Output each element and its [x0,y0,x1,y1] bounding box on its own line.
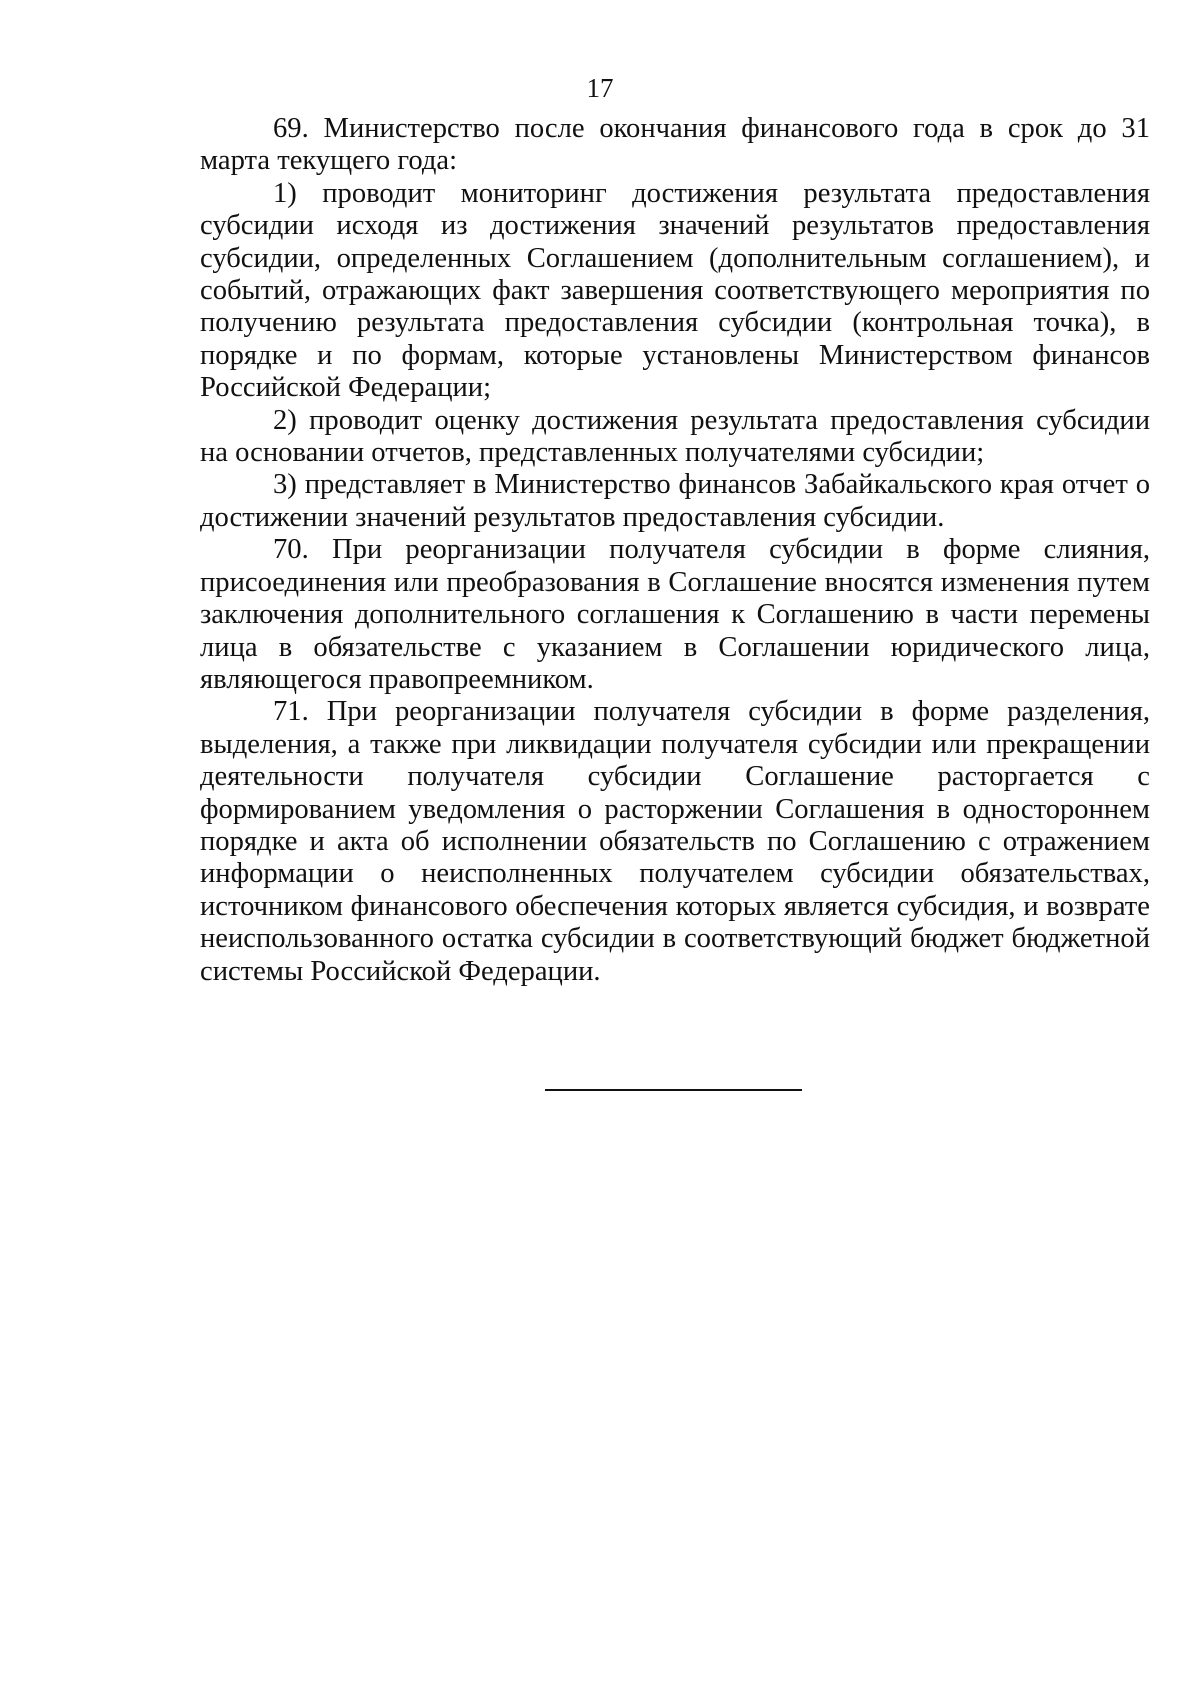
paragraph-71: 71. При реорганизации получателя субсидии в форме разделения, выделения, а также при ликвидации получателя субсидии или прекращении деятельности получателя субсидии Соглашение расторгается с формированием уведомления о расторжении Соглашения в одностороннем порядке и акта об исполнении обязательств по Соглашению с отражением информации о неисполненных получателем субсидии обязательствах, источником финансового обеспечения которых является субсидия, и возврате неиспользованного остатка субсидии в соответствующий бюджет бюджетной системы Российской Федерации. [200,696,1150,987]
page-number: 17 [586,73,614,103]
document-body [200,113,1150,988]
paragraph-70: 70. При реорганизации получателя субсидии в форме слияния, присоединения или преобразования в Соглашение вносятся изменения путем заключения дополнительного соглашения к Соглашению в части перемены лица в обязательстве с указанием в Соглашении юридического лица, являющегося правопреемником. [200,534,1150,695]
paragraph-69: 69. Министерство после окончания финансового года в срок до 31 марта текущего года: [200,113,1150,177]
end-separator-line [545,1089,802,1091]
paragraph-69-item-1: 1) проводит мониторинг достижения результата предоставления субсидии исходя из достижения значений результатов предоставления субсидии, определенных Соглашением (дополнительным соглашением), и событий, отражающих факт завершения соответствующего мероприятия по получению результата предоставления субсидии (контрольная точка), в порядке и по формам, которые установлены Министерством финансов Российской Федерации; [200,177,1150,404]
paragraph-69-item-3: 3) представляет в Министерство финансов Забайкальского края отчет о достижении значений результатов предоставления субсидии. [200,469,1150,533]
paragraph-69-item-2: 2) проводит оценку достижения результата предоставления субсидии на основании отчетов, представленных получателями субсидии; [200,404,1150,469]
